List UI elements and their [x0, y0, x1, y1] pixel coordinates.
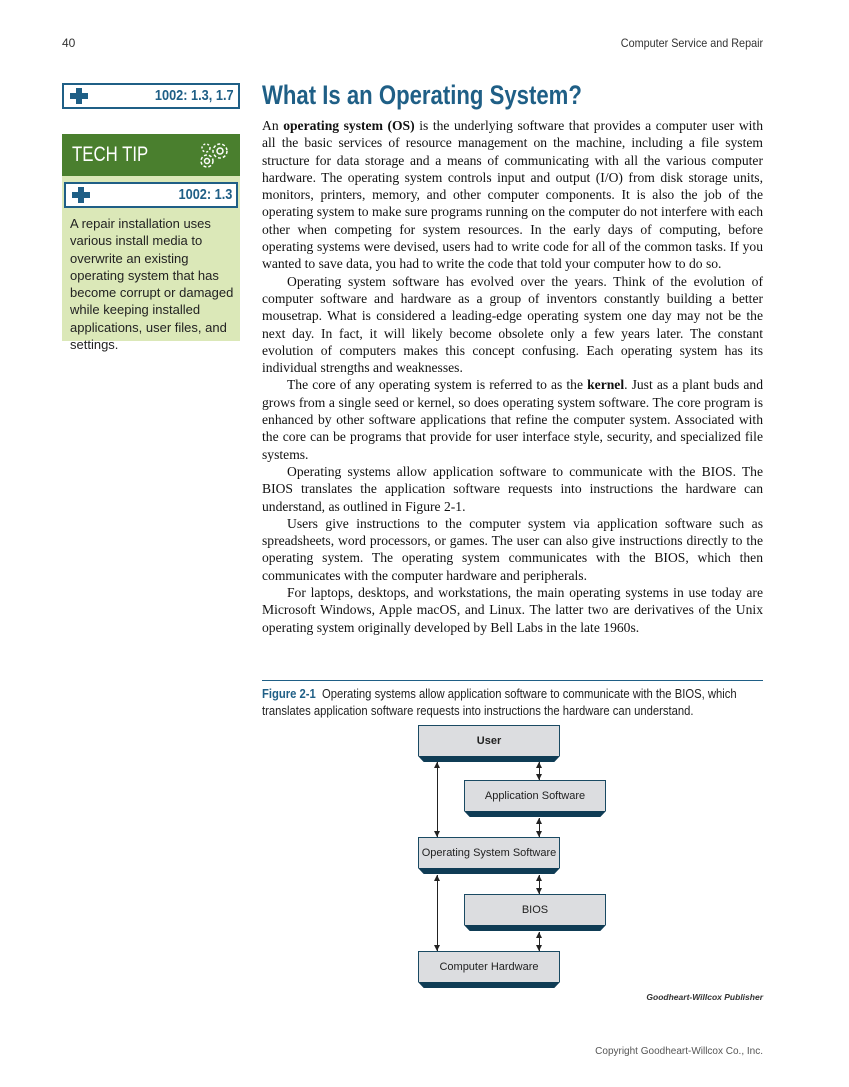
tech-tip-box	[62, 134, 240, 353]
text-run: Users give instructions to the computer system via application software such as spreadsheets, word processors, or games. The user can also give instructions directly to the operating system. The operating system communicates with the BIOS, which then communicates with the computer hardware and peripherals.	[262, 515, 763, 583]
plus-icon	[70, 88, 88, 104]
tech-tip-objective-box	[64, 182, 238, 208]
gears-icon	[196, 140, 232, 172]
arrow-os-bios	[539, 875, 540, 894]
diagram-box-user: User	[418, 725, 560, 756]
diagram-box-application-software: Application Software	[464, 780, 606, 811]
arrow-os-hardware	[437, 875, 438, 951]
body-paragraph	[262, 515, 763, 584]
arrow-app-os	[539, 818, 540, 837]
copyright: Copyright Goodheart-Willcox Co., Inc.	[595, 1046, 763, 1057]
section-title: What Is an Operating System?	[262, 80, 582, 110]
tech-tip-header	[62, 134, 240, 176]
tech-tip-title: TECH TIP	[72, 143, 149, 166]
diagram-box-operating-system: Operating System Software	[418, 837, 560, 868]
text-run: is the underlying software that provides a computer user with all the basic services of resource management on the machine, including a file system structure for data storage and a means of communicating with all the various computer hardware. The operating system controls input and output (I/O) from disk storage units, monitors, printers, memory, and other computer components. It is also the job of the operating system to make sure programs running on the computer do not interfere with each other when competing for system resources. In the early days of computing, before operating systems were devised, users had to write code for all of the common tasks. If you wanted to save data, you had to write the code that told your computer how to do so.	[262, 118, 763, 272]
arrow-bios-hardware	[539, 932, 540, 951]
figure-label: Figure 2-1	[262, 687, 316, 701]
body-paragraph	[262, 376, 763, 462]
text-run: An	[262, 118, 284, 133]
objective-box	[62, 83, 240, 109]
text-run: For laptops, desktops, and workstations, the main operating systems in use today are Microsoft Windows, Apple macOS, and Linux. The latter two are derivatives of the Unix operating system originally developed by Bell Labs in the late 1960s.	[262, 585, 763, 635]
objective-label: 1002: 1.3, 1.7	[155, 87, 234, 104]
body-text	[262, 117, 763, 636]
key-term: operating system (OS)	[283, 118, 415, 133]
arrow-user-os	[437, 762, 438, 837]
diagram-box-computer-hardware: Computer Hardware	[418, 951, 560, 982]
text-run: . Just as a plant buds and grows from a single seed or kernel, so does operating system software. The core program is enhanced by other software applications that refine the computer system. Associated with the core can be programs that provide for user interface style, security, and specialized file systems.	[262, 377, 764, 462]
text-run: The core of any operating system is referred to as the	[287, 377, 588, 393]
text-run: Operating system software has evolved over the years. Think of the evolution of computer software and hardware as a group of inventors constantly building a better mousetrap. What is considered a leading-edge operating system one day may not be the next day. In fact, it will likely become obsolete only a few years later. The constant evolution of computers makes this concept confusing. Each operating system has its individual strengths and weaknesses.	[262, 273, 763, 376]
figure-rule	[262, 680, 763, 681]
figure-caption	[262, 686, 762, 720]
running-head: Computer Service and Repair	[620, 36, 763, 50]
diagram-box-bios: BIOS	[464, 894, 606, 925]
text-run: Operating systems allow application software to communicate with the BIOS. The BIOS translates the application software requests into instructions the hardware can understand, as outlined in Figure 2-1.	[262, 463, 763, 514]
tech-tip-text: A repair installation uses various install media to overwrite an existing operating system that has become corrupt or damaged while keeping installed applications, user files, and settings.	[70, 216, 234, 353]
body-paragraph	[262, 584, 763, 636]
plus-icon	[72, 187, 90, 203]
body-paragraph	[262, 117, 763, 273]
page-number: 40	[62, 36, 76, 50]
key-term: kernel	[587, 377, 625, 393]
body-paragraph	[262, 463, 763, 515]
body-paragraph	[262, 273, 763, 377]
arrow-user-app	[539, 762, 540, 780]
figure-caption-text: Operating systems allow application software to communicate with the BIOS, which translates application software requests into instructions the hardware can understand.	[262, 687, 737, 718]
objective-label: 1002: 1.3	[178, 186, 232, 203]
figure-credit: Goodheart-Willcox Publisher	[646, 992, 763, 1002]
